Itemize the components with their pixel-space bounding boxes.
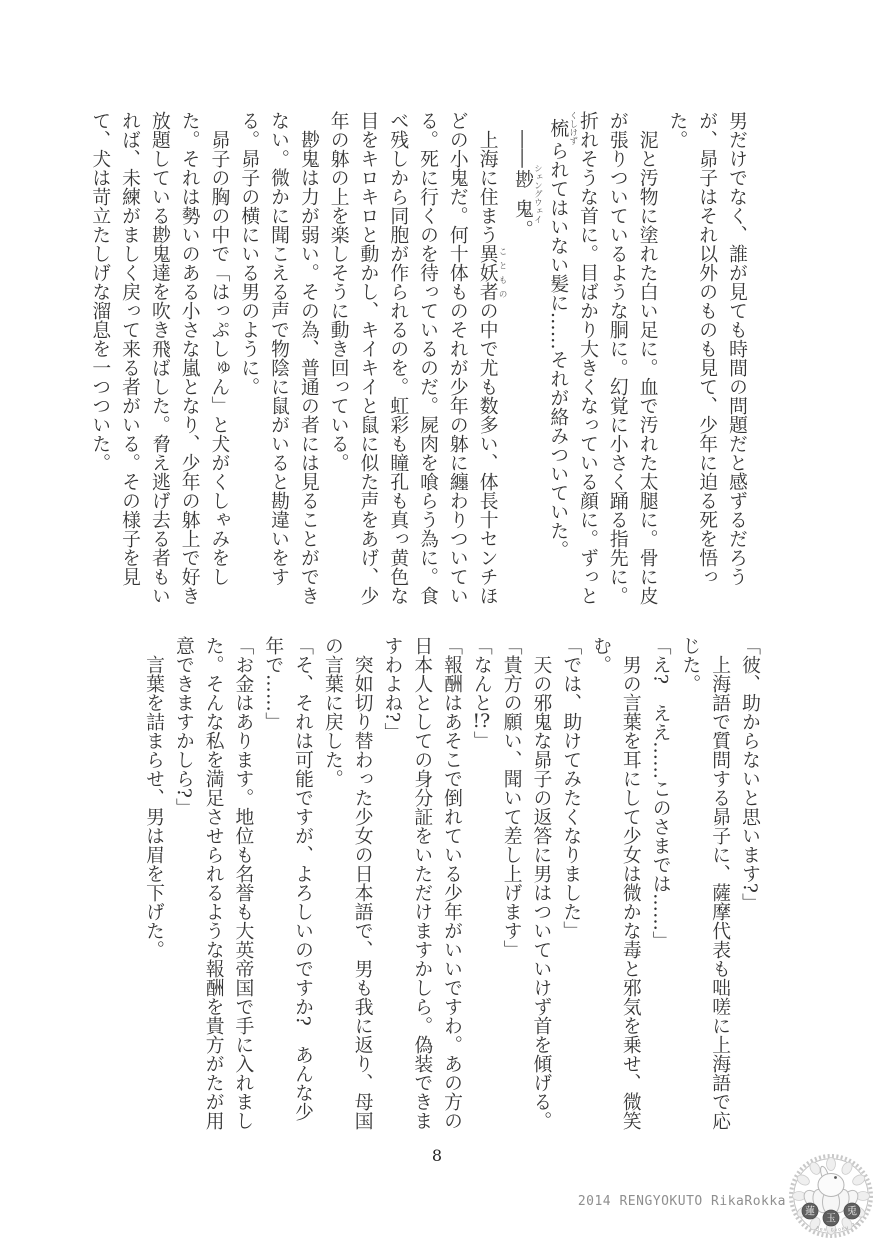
paragraph: 「報酬はあそこで倒れている少年がいいですわ。あの方の日本人としての身分証をいただけますかしら。偽装できますわよね?」 [381,636,463,1130]
stamp-caption: Ren Gyoku To [815,1220,861,1234]
stamp-kanji-gyoku: 玉 [826,1213,836,1225]
paragraph: 「え? ええ……このさまでは……」 [649,636,671,951]
paragraph: 男だけでなく、誰が見ても時間の問題だと感ずるだろうが、昴子はそれ以外のものも見て、少年に迫る死を悟った。 [666,111,747,586]
paragraph: 上海語で質問する昴子に、薩摩代表も咄嗟に上海語で応じた。 [679,636,731,1130]
paragraph: 「貴方の願い、聞いて差し上げます」 [500,636,522,959]
stamp-kanji-to: 兎 [847,1206,857,1218]
paragraph: 泥と汚物に塗れた白い足に。血で汚れた太腿に。骨に皮が張りついているような胴に。幻覚に小さく踊る指先に。折れそうな首に。目ばかり大きくなっている顔に。ずっと梳 くしけずられてはいない髪に……それが絡みついていた。 [547,111,658,605]
paragraph: 突如切り替わった少女の日本語で、男も我に返り、母国の言葉に戻した。 [321,636,373,1130]
paragraph: 尠鬼は力が弱い。その為、普通の者には見ることができない。微かに聞こえる声で物陰に鼠がいると勘違いをする。昴子の横にいる男のように。 [238,111,319,605]
paragraph: 「お金はあります。地位も名誉も大英帝国で手に入れました。そんな私を満足させられるような報酬を貴方がたが用意できますかしら?」 [172,636,254,1130]
circle-stamp-logo [786,1151,874,1240]
paragraph: 「そ、それは可能ですが、よろしいのですか? あんな少年で……」 [262,636,314,1122]
paragraph: 言葉を詰まらせ、男は眉を下げた。 [143,654,165,959]
paragraph: 天の邪鬼な昴子の返答に男はついていけず首を傾げる。 [530,654,552,1130]
paragraph: 「なんと!?」 [470,636,492,750]
paragraph: 昴子の胸の中で「はっぷしゅん」と犬がくしゃみをした。それは勢いのある小さな嵐となり、少年の躰上で好き放題している尠鬼達を吹き飛ばした。脅え逃げ去る者もいれば、未練がましく戻って来る者がいる。その様子を見て、犬は苛立たしげな溜息を一つついた。 [89,111,230,605]
paragraph: 「では、助けてみたくなりました」 [560,636,582,940]
dialogue-bottom-block [138,636,764,1130]
stamp-kanji-ren: 蓮 [805,1206,815,1218]
paragraph: 「彼、助からないと思います?」 [739,636,760,913]
paragraph: 男の言葉を耳にして少女は微かな毒と邪気を乗せ、微笑む。 [590,636,641,1130]
credit-line: 2014 RENGYOKUTO RikaRokka [577,1194,786,1209]
page-number: 8 [431,1146,443,1165]
narrative-top-block [84,111,751,605]
paragraph: ――尠鬼 シェングウェイ。 [511,129,543,239]
svg-text:Ren Gyoku To [815,1221,860,1234]
paragraph: 上海に住まう異妖者 ことものの中で尤も数多い、体長十センチほどの小鬼だ。何十体ものそれが少年の躰に纏わりついている。死に行くのを待っているのだ。屍肉を喰らう為に。食べ残しから同胞が作られるのを。虹彩も瞳孔も真っ黄色な目をキロキロと動かし、キイキイと鼠に似た声をあげ、少年の躰の上を楽しそうに動き回っている。 [327,111,508,605]
stamp-svg [786,1151,874,1240]
